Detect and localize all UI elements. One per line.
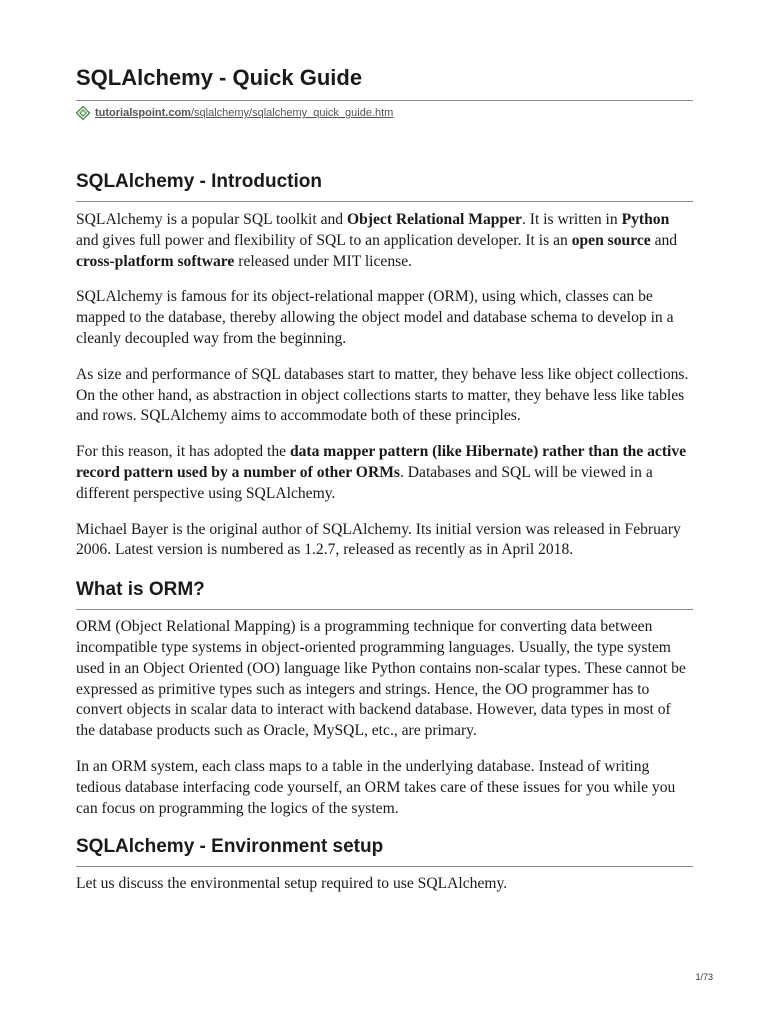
text-run: . Databases and SQL will be viewed in a different perspective using SQLAlchemy. <box>76 463 653 502</box>
bold-term: open source <box>571 231 651 249</box>
page-title: SQLAlchemy - Quick Guide <box>76 64 693 101</box>
text-run: . It is written in <box>521 211 622 228</box>
intro-paragraph-5: Michael Bayer is the original author of SQLAlchemy. Its initial version was released in February 2006. Latest version is numbered as 1.2.7, released as recently as in April 2018. <box>76 520 681 559</box>
env-paragraph-1: Let us discuss the environmental setup required to use SQLAlchemy. <box>76 875 508 893</box>
section-heading-environment: SQLAlchemy - Environment setup <box>76 835 693 867</box>
text-run: SQLAlchemy is a popular SQL toolkit and <box>76 211 347 228</box>
text-run: released under MIT license. <box>234 252 413 270</box>
section-environment-setup <box>76 835 693 895</box>
source-link[interactable] <box>76 106 693 120</box>
source-path[interactable]: /sqlalchemy/sqlalchemy_quick_guide.htm <box>190 107 394 119</box>
source-domain[interactable]: tutorialspoint.com <box>95 107 191 119</box>
section-introduction <box>76 170 693 561</box>
intro-paragraph-3: As size and performance of SQL databases start to matter, they behave less like object collections. On the other hand, as abstraction in object collections starts to matter, they behave less like tables and rows. SQLAlchemy aims to accommodate both of these principles. <box>76 365 689 425</box>
bold-term: Python <box>621 211 670 228</box>
intro-paragraph-1 <box>76 210 693 272</box>
orm-paragraph-2: In an ORM system, each class maps to a table in the underlying database. Instead of writing tedious database interfacing code yourself, an ORM takes care of these issues for you while you can focus on programming the logics of the system. <box>76 757 676 817</box>
page-number: 1/73 <box>695 972 713 982</box>
section-what-is-orm <box>76 578 693 819</box>
text-run: For this reason, it has adopted the <box>76 443 290 461</box>
bold-term: cross-platform software <box>76 252 235 270</box>
intro-paragraph-2: SQLAlchemy is famous for its object-relational mapper (ORM), using which, classes can be mapped to the database, thereby allowing the object model and database schema to develop in a cleanly decoupled way from the beginning. <box>76 288 674 347</box>
text-run: and <box>650 231 678 249</box>
document-page <box>76 64 693 895</box>
intro-paragraph-4 <box>76 442 693 504</box>
section-heading-orm: What is ORM? <box>76 578 693 610</box>
bold-term: Object Relational Mapper <box>346 211 522 228</box>
bold-term: data mapper pattern (like Hibernate) rather than the active record pattern used by a number of other ORMs <box>76 443 687 481</box>
text-run: and gives full power and flexibility of SQL to an application developer. It is an <box>76 231 572 249</box>
tutorialspoint-logo-icon <box>76 106 90 120</box>
section-heading-introduction: SQLAlchemy - Introduction <box>76 170 693 202</box>
orm-paragraph-1: ORM (Object Relational Mapping) is a programming technique for converting data between incompatible type systems in object-oriented programming languages. Usually, the type system used in an Object Oriented (OO) language like Python contains non-scalar types. These cannot be expressed as primitive types such as integers and strings. Hence, the OO programmer has to convert objects in scalar data to interact with backend database. However, data types in most of the database products such as Oracle, MySQL, etc., are primary. <box>76 618 686 740</box>
